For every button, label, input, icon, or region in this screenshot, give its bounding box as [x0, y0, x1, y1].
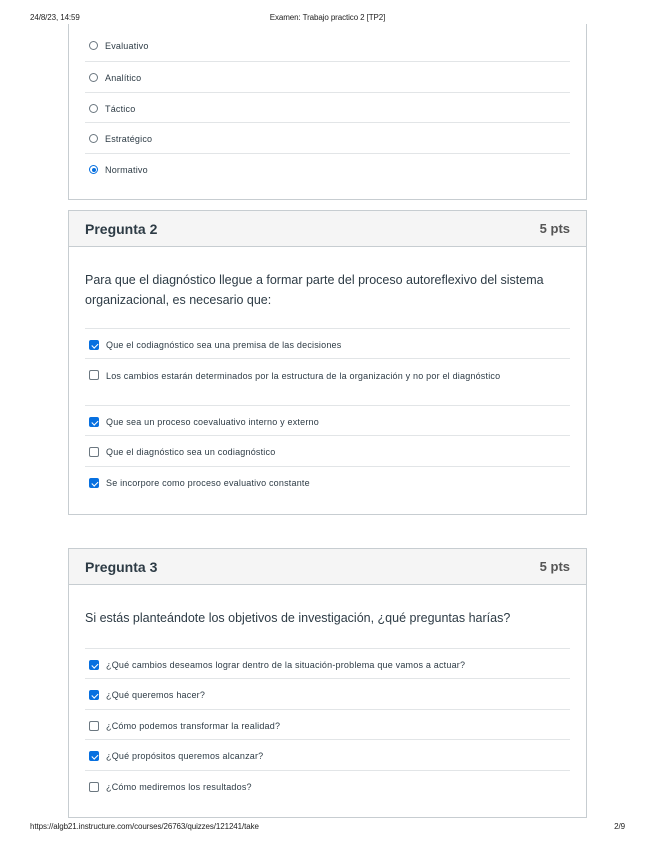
question-1-answers — [85, 24, 570, 183]
answer-label: Táctico — [105, 104, 136, 114]
answer-option[interactable] — [85, 770, 570, 800]
answer-label: Los cambios estarán determinados por la estructura de la organización y no por el diagnóstico — [106, 371, 501, 381]
answer-option[interactable] — [85, 405, 570, 435]
answer-label: Estratégico — [105, 134, 153, 144]
answer-option[interactable] — [85, 328, 570, 358]
checkbox[interactable] — [89, 660, 99, 670]
question-1-card — [68, 24, 587, 200]
answer-option[interactable] — [85, 739, 570, 770]
question-points: 5 pts — [539, 559, 570, 574]
question-title: Pregunta 3 — [85, 558, 158, 575]
print-url: https://algb21.instructure.com/courses/26763/quizzes/121241/take — [30, 822, 259, 831]
radio-button[interactable] — [89, 73, 98, 82]
radio-button[interactable] — [89, 134, 98, 143]
checkbox[interactable] — [89, 721, 99, 731]
radio-button[interactable] — [89, 165, 98, 174]
print-page-title: Examen: Trabajo practico 2 [TP2] — [269, 13, 386, 22]
radio-button[interactable] — [89, 104, 98, 113]
answer-option[interactable] — [85, 358, 570, 405]
answer-label: Analítico — [105, 73, 142, 83]
question-2-card — [68, 210, 587, 515]
answer-option[interactable] — [85, 435, 570, 466]
checkbox[interactable] — [89, 417, 99, 427]
question-3-card — [68, 548, 587, 818]
answer-label: Se incorpore como proceso evaluativo constante — [106, 478, 310, 488]
answer-label: Que sea un proceso coevaluativo interno y externo — [106, 417, 319, 427]
print-page-number: 2/9 — [614, 822, 625, 831]
answer-label: Que el diagnóstico sea un codiagnóstico — [106, 447, 276, 457]
answer-option[interactable] — [85, 61, 570, 92]
checkbox[interactable] — [89, 478, 99, 488]
question-title: Pregunta 2 — [85, 220, 158, 237]
radio-button[interactable] — [89, 41, 98, 50]
answer-option[interactable] — [85, 31, 570, 61]
answer-label: Evaluativo — [105, 41, 149, 51]
answer-label: ¿Qué cambios deseamos lograr dentro de la situación-problema que vamos a actuar? — [106, 660, 466, 670]
answer-option[interactable] — [85, 153, 570, 183]
question-2-answers — [85, 328, 570, 496]
checkbox[interactable] — [89, 690, 99, 700]
question-header — [69, 549, 586, 585]
answer-option[interactable] — [85, 678, 570, 709]
checkbox[interactable] — [89, 447, 99, 457]
answer-option[interactable] — [85, 122, 570, 153]
answer-label: ¿Cómo podemos transformar la realidad? — [106, 721, 281, 731]
answer-label: Que el codiagnóstico sea una premisa de las decisiones — [106, 340, 342, 350]
question-text: Para que el diagnóstico llegue a formar parte del proceso autoreflexivo del sistema organizacional, es necesario que: — [85, 273, 544, 307]
checkbox[interactable] — [89, 782, 99, 792]
print-date: 24/8/23, 14:59 — [30, 13, 80, 22]
answer-option[interactable] — [85, 648, 570, 678]
checkbox[interactable] — [89, 340, 99, 350]
checkbox[interactable] — [89, 751, 99, 761]
question-header — [69, 211, 586, 247]
answer-option[interactable] — [85, 466, 570, 496]
answer-label: ¿Cómo mediremos los resultados? — [106, 782, 252, 792]
answer-option[interactable] — [85, 92, 570, 122]
answer-option[interactable] — [85, 709, 570, 739]
answer-label: Normativo — [105, 165, 148, 175]
checkbox[interactable] — [89, 370, 99, 380]
question-text: Si estás planteándote los objetivos de investigación, ¿qué preguntas harías? — [85, 611, 511, 625]
answer-label: ¿Qué propósitos queremos alcanzar? — [106, 751, 264, 761]
question-points: 5 pts — [539, 221, 570, 236]
question-3-answers — [85, 648, 570, 800]
answer-label: ¿Qué queremos hacer? — [106, 690, 206, 700]
